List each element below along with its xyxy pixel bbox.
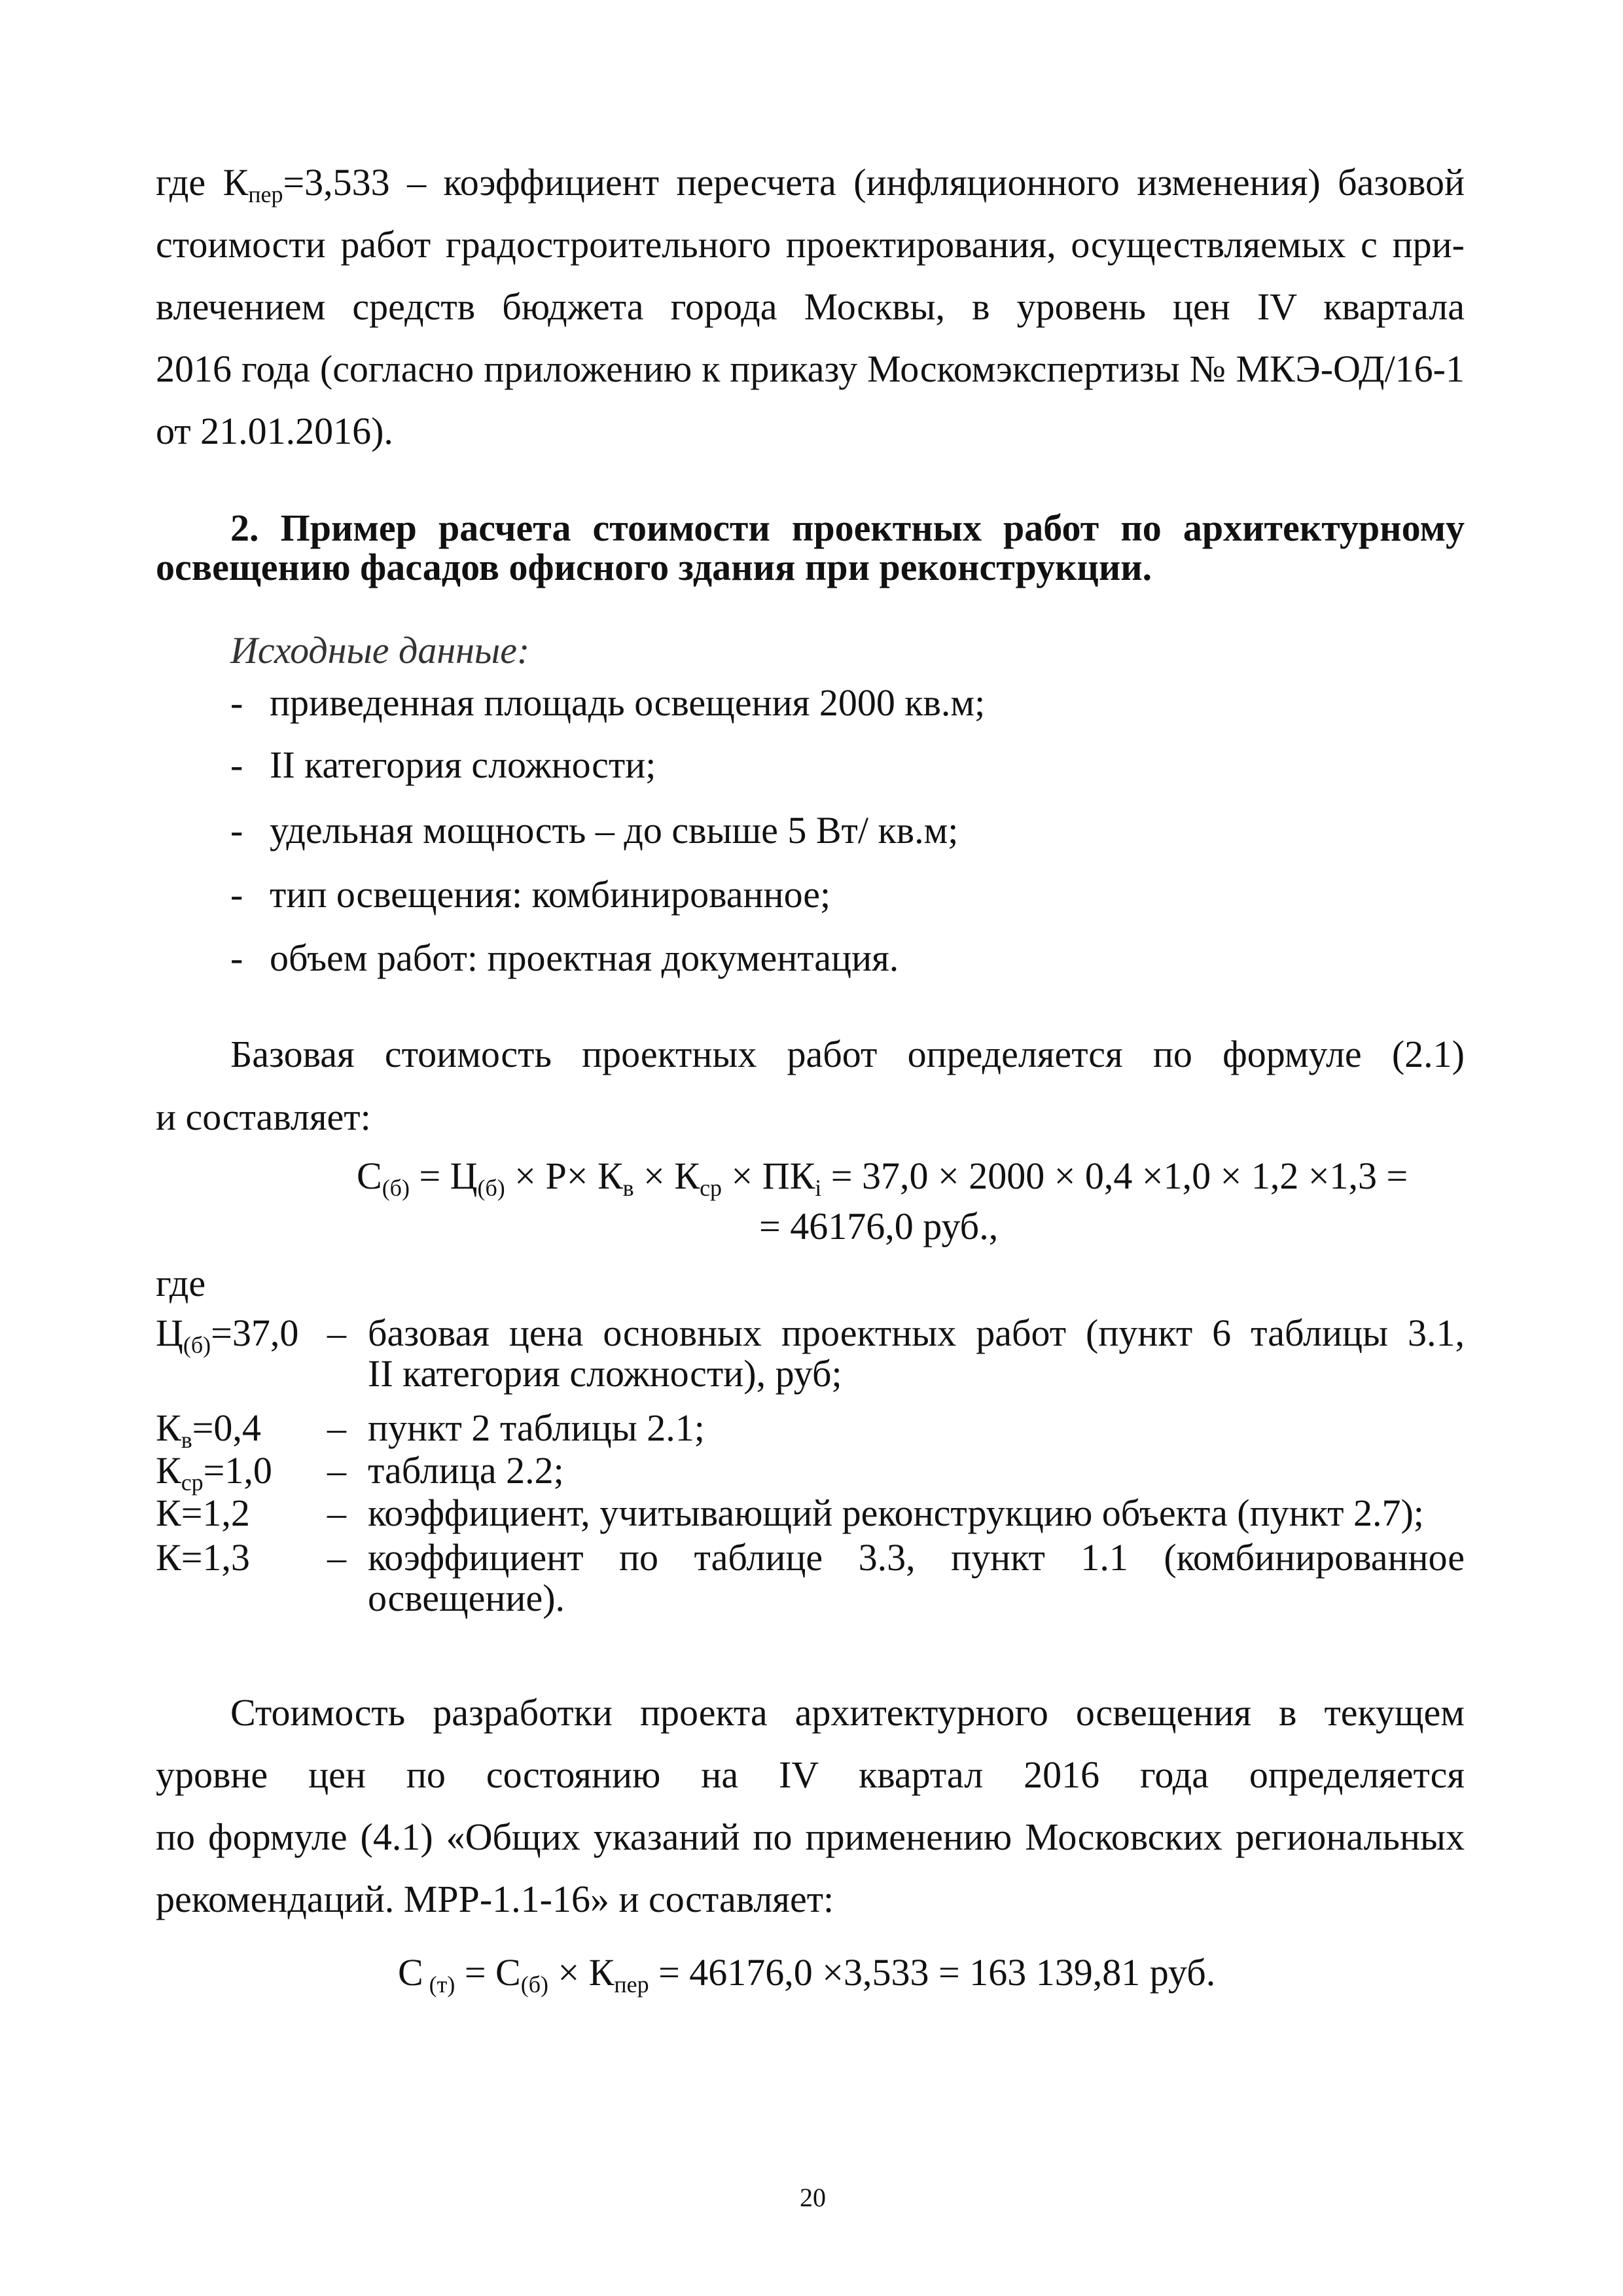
definition-symbol-sub: в — [181, 1426, 192, 1453]
list-item-text: II категория сложности; — [270, 744, 656, 786]
intro-subscript: пер — [248, 181, 283, 207]
definition-symbol — [156, 1494, 250, 1532]
list-bullet: - — [230, 937, 243, 979]
definition-symbol-letter: К — [156, 1536, 181, 1579]
definition-dash: – — [327, 1407, 346, 1449]
formula-subscript: (т) — [423, 1971, 455, 1998]
definition-symbol — [156, 1449, 272, 1496]
definition-dash: – — [327, 1312, 346, 1354]
source-data-label: Исходные данные: — [230, 629, 530, 672]
definition-symbol — [156, 1312, 299, 1358]
definition-dash: – — [327, 1492, 346, 1534]
current-cost-line-2: уровне цен по состоянию на IV квартал 2016 года определяется — [156, 1753, 1465, 1796]
current-cost-formula — [398, 1951, 1216, 1998]
formula-subscript: (б) — [520, 1971, 548, 1998]
current-cost-line-3: по формуле (4.1) «Общих указаний по применению Московских региональных — [156, 1816, 1465, 1858]
formula-subscript: пер — [614, 1971, 649, 1998]
list-item-text: удельная мощность – до свыше 5 Вт/ кв.м; — [270, 809, 959, 852]
definition-symbol-letter: К — [156, 1449, 181, 1492]
list-bullet: - — [230, 809, 243, 852]
list-item-text: объем работ: проектная документация. — [270, 937, 899, 979]
list-item — [230, 873, 243, 916]
definition-text: таблица 2.2; — [368, 1449, 564, 1492]
list-bullet: - — [230, 744, 243, 786]
formula-text: = С — [455, 1951, 521, 1994]
where-label: где — [156, 1262, 206, 1304]
intro-line-4: 2016 года (согласно приложению к приказу Москомэкспертизы № МКЭ-ОД/16-1 — [156, 348, 1465, 390]
definition-symbol-value: =0,4 — [192, 1407, 261, 1449]
definition-text: базовая цена основных проектных работ (пункт 6 таблицы 3.1, — [368, 1312, 1465, 1354]
base-cost-line-1: Базовая стоимость проектных работ определяется по формуле (2.1) — [230, 1033, 1465, 1075]
list-item-text: тип освещения: комбинированное; — [270, 873, 831, 916]
intro-line-2: стоимости работ градостроительного проектирования, осуществляемых с при- — [156, 223, 1465, 266]
formula-text: × ПК — [722, 1155, 815, 1197]
definition-symbol — [156, 1407, 261, 1453]
list-item — [230, 681, 243, 724]
definition-symbol-letter: К — [156, 1407, 181, 1449]
formula-symbol: С — [357, 1155, 382, 1197]
section-heading-line-1: 2. Пример расчета стоимости проектных работ по архитектурному — [230, 507, 1465, 549]
current-cost-line-4: рекомендаций. МРР-1.1-16» и составляет: — [156, 1878, 834, 1920]
definition-text: коэффициент, учитывающий реконструкцию объекта (пункт 2.7); — [368, 1492, 1424, 1534]
list-bullet: - — [230, 873, 243, 916]
list-bullet: - — [230, 681, 243, 724]
intro-text-a: где К — [156, 161, 249, 204]
definition-symbol-value: =1,0 — [203, 1449, 272, 1492]
formula-text: × К — [548, 1951, 615, 1994]
section-heading-line-2: освещению фасадов офисного здания при реконструкции. — [156, 546, 1152, 588]
list-item-text: приведенная площадь освещения 2000 кв.м; — [270, 681, 986, 724]
base-cost-formula-line-2: = 46176,0 руб., — [759, 1205, 999, 1247]
definition-symbol-value: =1,2 — [181, 1492, 250, 1534]
formula-text: × Р× К — [505, 1155, 623, 1197]
formula-subscript: (б) — [477, 1174, 505, 1201]
current-cost-line-1: Стоимость разработки проекта архитектурного освещения в текущем — [230, 1691, 1465, 1734]
list-item — [230, 809, 243, 852]
list-item — [230, 939, 243, 977]
definition-dash: – — [327, 1449, 346, 1492]
formula-subscript: (б) — [382, 1174, 410, 1201]
base-cost-formula-line-1 — [357, 1155, 1408, 1201]
formula-subscript: в — [622, 1174, 634, 1201]
intro-line-5: от 21.01.2016). — [156, 410, 393, 452]
intro-line-1 — [156, 161, 1465, 207]
definition-symbol-value: =1,3 — [181, 1536, 250, 1579]
formula-text: × К — [633, 1155, 700, 1197]
formula-subscript: i — [815, 1174, 822, 1201]
definition-symbol-letter: К — [156, 1492, 181, 1534]
formula-text: = 46176,0 ×3,533 = 163 139,81 руб. — [649, 1951, 1216, 1994]
intro-line-3: влечением средств бюджета города Москвы, в уровень цен IV квартала — [156, 285, 1465, 328]
definition-symbol — [156, 1536, 250, 1579]
definition-text: пункт 2 таблицы 2.1; — [368, 1407, 705, 1449]
definition-text-cont: II категория сложности), руб; — [368, 1352, 842, 1395]
formula-text: = 37,0 × 2000 × 0,4 ×1,0 × 1,2 ×1,3 = — [821, 1155, 1408, 1197]
formula-symbol: С — [398, 1951, 423, 1994]
definition-text-cont: освещение). — [368, 1577, 565, 1619]
definition-symbol-value: =37,0 — [211, 1312, 299, 1354]
definition-symbol-letter: Ц — [156, 1312, 183, 1354]
page-number: 20 — [800, 2183, 826, 2212]
intro-text-b: =3,533 – коэффициент пересчета (инфляционного изменения) базовой — [283, 161, 1465, 204]
base-cost-line-2: и составляет: — [156, 1096, 371, 1138]
definition-text: коэффициент по таблице 3.3, пункт 1.1 (комбинированное — [368, 1536, 1465, 1579]
definition-symbol-sub: (б) — [183, 1331, 211, 1358]
list-item — [230, 746, 243, 784]
definition-dash: – — [327, 1536, 346, 1579]
formula-text: = Ц — [409, 1155, 478, 1197]
formula-subscript: ср — [700, 1174, 722, 1201]
definition-symbol-sub: ср — [181, 1469, 204, 1496]
